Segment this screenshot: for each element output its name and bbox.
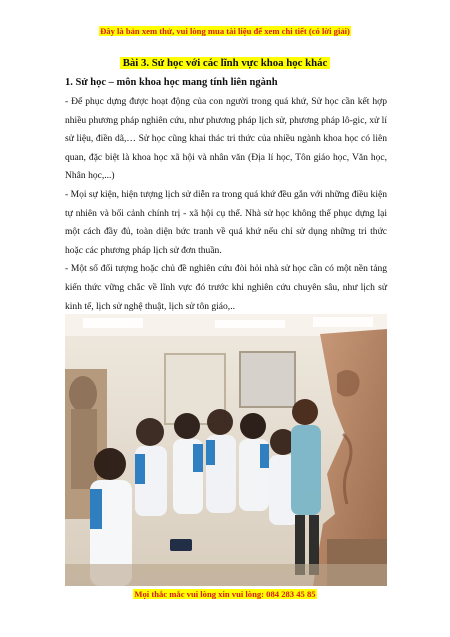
paragraph-3: - Một số đối tượng hoặc chủ đề nghiên cứu đòi hỏi nhà sử học cần có một nền tảng kiến thức vững chắc về lĩnh vực đó trước khi nghiên cứu chuyên sâu, như lịch sử kinh tế, lịch sử nghệ thuật, lịch sử tôn giáo,.. <box>65 263 387 312</box>
museum-photo <box>65 314 387 586</box>
lesson-title-text: Bài 3. Sử học với các lĩnh vực khoa học khác <box>120 57 331 69</box>
contact-footer <box>0 588 450 600</box>
paragraph-2: - Mọi sự kiện, hiện tượng lịch sử diễn ra trong quá khứ đều gắn với những điều kiện tự nhiên và bối cảnh chính trị - xã hội cụ thể. Nhà sử học không thể phục dựng lại một cách đầy đủ, toàn diện bức tranh về quá khứ nếu chỉ sử dụng những tri thức hoặc các phương pháp lịch sử đơn thuần. <box>65 188 387 256</box>
preview-notice-text: Đây là bản xem thử, vui lòng mua tài liệu để xem chi tiết (có lời giải) <box>100 26 350 36</box>
lesson-body <box>65 93 387 316</box>
contact-text: Mọi thắc mắc vui lòng xin vui lòng: 084 283 45 85 <box>134 589 316 599</box>
museum-visit-illustration <box>65 314 387 586</box>
paragraph-1: - Để phục dựng được hoạt động của con người trong quá khứ, Sử học cần kết hợp nhiều phương pháp nghiên cứu, như phương pháp lịch sử, phương pháp lô-gic, xử lí sử liệu, điền dã,… Sử học cũng khai thác tri thức của nhiều ngành khoa học có liên quan, đặc biệt là khoa học xã hội và nhân văn (Địa lí học, Tôn giáo học, Văn học, Nhân học,...) <box>65 96 387 182</box>
preview-notice-banner <box>0 25 450 37</box>
lesson-title <box>0 56 450 71</box>
section-heading: 1. Sử học – môn khoa học mang tính liên ngành <box>65 77 278 88</box>
